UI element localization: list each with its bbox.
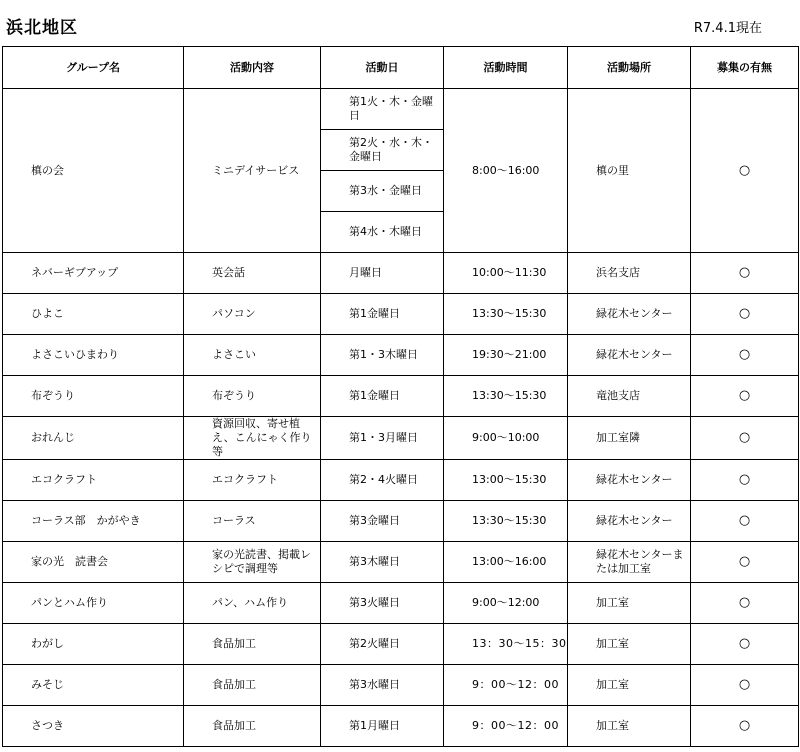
activity-content-cell: 布ぞうり bbox=[184, 376, 321, 417]
table-row bbox=[3, 542, 799, 583]
recruitment-cell: ○ bbox=[691, 253, 799, 294]
column-header-activity-content: 活動内容 bbox=[184, 47, 321, 89]
group-name-cell: コーラス部 かがやき bbox=[3, 501, 184, 542]
activity-day-cell: 第3木曜日 bbox=[321, 542, 444, 583]
activity-place-cell: 緑花木センター bbox=[568, 335, 691, 376]
activity-place-cell: 加工室 bbox=[568, 665, 691, 706]
activity-content-cell: 家の光読書、掲載レシピで調理等 bbox=[184, 542, 321, 583]
recruitment-cell: ○ bbox=[691, 335, 799, 376]
table-row bbox=[3, 376, 799, 417]
group-name-cell: ネバーギブアップ bbox=[3, 253, 184, 294]
activity-day-cell: 第1月曜日 bbox=[321, 706, 444, 747]
recruitment-cell: ○ bbox=[691, 376, 799, 417]
activity-day-cell: 月曜日 bbox=[321, 253, 444, 294]
group-name-cell: パンとハム作り bbox=[3, 583, 184, 624]
column-header-activity-time: 活動時間 bbox=[444, 47, 568, 89]
table-row bbox=[3, 417, 799, 460]
activity-time-cell: 9：00～12：00 bbox=[444, 706, 568, 747]
activity-time-cell: 9:00～12:00 bbox=[444, 583, 568, 624]
recruitment-cell: ○ bbox=[691, 665, 799, 706]
activity-place-cell: 緑花木センター bbox=[568, 460, 691, 501]
group-name-cell: みそじ bbox=[3, 665, 184, 706]
activity-time-cell: 8:00～16:00 bbox=[444, 89, 568, 253]
activity-time-cell: 13：30～15：30 bbox=[444, 624, 568, 665]
table-row bbox=[3, 89, 799, 130]
group-activity-table bbox=[2, 46, 799, 747]
activity-content-cell: 食品加工 bbox=[184, 706, 321, 747]
activity-day-cell: 第4水・木曜日 bbox=[321, 212, 444, 253]
activity-day-cell: 第1・3月曜日 bbox=[321, 417, 444, 460]
group-name-cell: わがし bbox=[3, 624, 184, 665]
column-header-recruitment: 募集の有無 bbox=[691, 47, 799, 89]
activity-time-cell: 13:30～15:30 bbox=[444, 294, 568, 335]
table-header-row bbox=[3, 47, 799, 89]
group-name-cell: 家の光 読書会 bbox=[3, 542, 184, 583]
group-name-cell: よさこいひまわり bbox=[3, 335, 184, 376]
column-header-activity-day: 活動日 bbox=[321, 47, 444, 89]
column-header-activity-place: 活動場所 bbox=[568, 47, 691, 89]
activity-time-cell: 13:30～15:30 bbox=[444, 501, 568, 542]
table-row bbox=[3, 583, 799, 624]
as-of-date: R7.4.1現在 bbox=[693, 21, 762, 36]
recruitment-cell: ○ bbox=[691, 706, 799, 747]
group-name-cell: さつき bbox=[3, 706, 184, 747]
table-row bbox=[3, 501, 799, 542]
activity-day-cell: 第1金曜日 bbox=[321, 294, 444, 335]
group-name-cell: ひよこ bbox=[3, 294, 184, 335]
activity-place-cell: 緑花木センター bbox=[568, 294, 691, 335]
recruitment-cell: ○ bbox=[691, 624, 799, 665]
table-row bbox=[3, 253, 799, 294]
activity-content-cell: よさこい bbox=[184, 335, 321, 376]
table-row bbox=[3, 294, 799, 335]
recruitment-cell: ○ bbox=[691, 501, 799, 542]
activity-content-cell: 資源回収、寄せ植え、こんにゃく作り等 bbox=[184, 417, 321, 460]
table-row bbox=[3, 460, 799, 501]
activity-place-cell: 緑花木センターまたは加工室 bbox=[568, 542, 691, 583]
activity-place-cell: 緑花木センター bbox=[568, 501, 691, 542]
recruitment-cell: ○ bbox=[691, 583, 799, 624]
recruitment-cell: ○ bbox=[691, 294, 799, 335]
activity-time-cell: 13:00～15:30 bbox=[444, 460, 568, 501]
activity-place-cell: 竜池支店 bbox=[568, 376, 691, 417]
recruitment-cell: ○ bbox=[691, 460, 799, 501]
activity-time-cell: 9:00～10:00 bbox=[444, 417, 568, 460]
group-name-cell: 槙の会 bbox=[3, 89, 184, 253]
activity-place-cell: 加工室 bbox=[568, 624, 691, 665]
activity-time-cell: 13:30～15:30 bbox=[444, 376, 568, 417]
activity-day-cell: 第2火曜日 bbox=[321, 624, 444, 665]
page-title: 浜北地区 bbox=[6, 18, 78, 38]
activity-place-cell: 槙の里 bbox=[568, 89, 691, 253]
activity-day-cell: 第2・4火曜日 bbox=[321, 460, 444, 501]
group-name-cell: エコクラフト bbox=[3, 460, 184, 501]
activity-day-cell: 第2火・水・木・金曜日 bbox=[321, 130, 444, 171]
activity-place-cell: 浜名支店 bbox=[568, 253, 691, 294]
activity-day-cell: 第1金曜日 bbox=[321, 376, 444, 417]
group-name-cell: 布ぞうり bbox=[3, 376, 184, 417]
recruitment-cell: ○ bbox=[691, 89, 799, 253]
activity-content-cell: 英会話 bbox=[184, 253, 321, 294]
activity-place-cell: 加工室 bbox=[568, 706, 691, 747]
activity-content-cell: 食品加工 bbox=[184, 624, 321, 665]
column-header-group-name: グループ名 bbox=[3, 47, 184, 89]
table-row bbox=[3, 665, 799, 706]
activity-content-cell: ミニデイサービス bbox=[184, 89, 321, 253]
group-name-cell: おれんじ bbox=[3, 417, 184, 460]
activity-content-cell: 食品加工 bbox=[184, 665, 321, 706]
activity-day-cell: 第3金曜日 bbox=[321, 501, 444, 542]
table-row bbox=[3, 624, 799, 665]
activity-content-cell: エコクラフト bbox=[184, 460, 321, 501]
recruitment-cell: ○ bbox=[691, 542, 799, 583]
table-row bbox=[3, 335, 799, 376]
table-row bbox=[3, 706, 799, 747]
activity-time-cell: 9：00～12：00 bbox=[444, 665, 568, 706]
activity-day-cell: 第3水曜日 bbox=[321, 665, 444, 706]
activity-time-cell: 19:30～21:00 bbox=[444, 335, 568, 376]
activity-time-cell: 13:00～16:00 bbox=[444, 542, 568, 583]
activity-place-cell: 加工室隣 bbox=[568, 417, 691, 460]
activity-day-cell: 第1火・木・金曜日 bbox=[321, 89, 444, 130]
activity-content-cell: パン、ハム作り bbox=[184, 583, 321, 624]
activity-day-cell: 第3水・金曜日 bbox=[321, 171, 444, 212]
activity-day-cell: 第1・3木曜日 bbox=[321, 335, 444, 376]
activity-content-cell: パソコン bbox=[184, 294, 321, 335]
activity-content-cell: コーラス bbox=[184, 501, 321, 542]
activity-time-cell: 10:00～11:30 bbox=[444, 253, 568, 294]
activity-day-cell: 第3火曜日 bbox=[321, 583, 444, 624]
recruitment-cell: ○ bbox=[691, 417, 799, 460]
activity-place-cell: 加工室 bbox=[568, 583, 691, 624]
